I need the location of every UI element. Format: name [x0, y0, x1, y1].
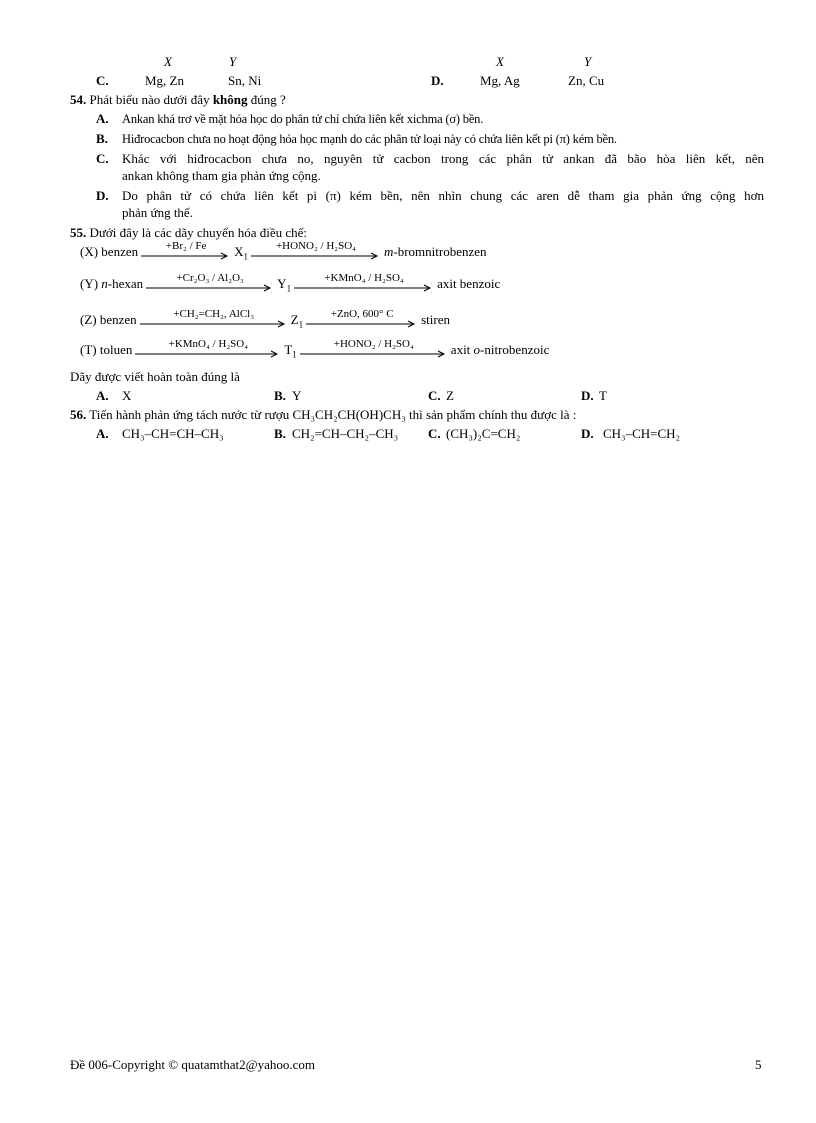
question-54-stem: [70, 92, 286, 108]
reaction-y: [80, 272, 500, 292]
question-55-option-b-text: Y: [292, 388, 302, 403]
question-55-option-d-text: T: [599, 388, 607, 403]
reaction-y-label: (Y) n-hexan: [80, 276, 144, 291]
reaction-t: [80, 338, 549, 358]
question-54-option-c-label: C.: [96, 151, 109, 166]
arrow-right-icon: [251, 252, 381, 260]
reaction-x-arrow-1: [141, 240, 231, 260]
option-c-y-header: Y: [229, 54, 237, 69]
option-d-y-value: Zn, Cu: [568, 73, 605, 88]
option-d-x-header: X: [496, 54, 504, 69]
reaction-y-product: axit benzoic: [437, 276, 501, 291]
question-55-stem: [70, 225, 307, 241]
question-54-option-d-line2: phản ứng thế.: [122, 205, 193, 220]
question-55-option-c-text: Z: [446, 388, 454, 403]
reaction-x-reagent-2: +HONO₂ / H₂SO₄: [275, 240, 357, 252]
question-56-option-d-text: CH₃–CH=CH₂: [603, 426, 681, 441]
arrow-right-icon: [135, 350, 281, 358]
reaction-x-label: (X) benzen: [80, 244, 139, 259]
option-c-label: C.: [96, 73, 109, 88]
question-55-stem-text: Dưới đây là các dãy chuyển hóa điều chế:: [89, 225, 307, 240]
question-56-option-b-text: CH₂=CH–CH₂–CH₃: [292, 426, 399, 441]
reaction-z-arrow-2: [306, 308, 418, 328]
option-c-x-header: X: [164, 54, 172, 69]
reaction-t-label: (T) toluen: [80, 342, 133, 357]
question-54-stem-part2: đúng ?: [247, 92, 286, 107]
option-c-y-value: Sn, Ni: [228, 73, 262, 88]
question-54-option-c-line1: Khác với hiđrocacbon chưa no, nguyên tử cacbon trong các phân tử ankan đã bão hòa liên kết, nên: [122, 151, 764, 166]
reaction-y-reagent-1: +Cr₂O₃ / Al₂O₃: [176, 272, 244, 284]
arrow-right-icon: [146, 284, 274, 292]
question-55-prompt: Dãy được viết hoàn toàn đúng là: [70, 369, 240, 384]
reaction-x-product: m-bromnitrobenzen: [384, 244, 487, 259]
question-54-option-a-text: Ankan khá trơ về mặt hóa học do phân tử chỉ chứa liên kết xichma (σ) bền.: [122, 112, 484, 126]
reaction-z-product: stiren: [421, 312, 451, 327]
question-55-option-a-text: X: [122, 388, 132, 403]
question-55-option-c-label: C.: [428, 388, 441, 403]
question-54-option-d-line1: Do phân tử có chứa liên kết pi (π) kém bền, nên nhìn chung các aren dễ tham gia phản ứng cộng hơn: [122, 188, 764, 203]
question-55-option-a-label: A.: [96, 388, 109, 403]
question-54-stem-bold: không: [212, 92, 248, 107]
reaction-z-reagent-1: +CH₂=CH₂, AlCl₃: [173, 308, 255, 320]
option-d-label: D.: [431, 73, 444, 88]
reaction-x: [80, 240, 487, 260]
reaction-z-label: (Z) benzen: [80, 312, 137, 327]
question-56-option-c-label: C.: [428, 426, 441, 441]
question-55-option-b-label: B.: [274, 388, 286, 403]
question-56-option-c-text: (CH₃)₂C=CH₂: [446, 426, 521, 441]
reaction-x-intermediate: $X_1$: [234, 244, 248, 262]
reaction-x-arrow-2: [251, 240, 381, 260]
question-56-option-a-label: A.: [96, 426, 109, 441]
reaction-t-product: axit o-nitrobenzoic: [450, 342, 550, 357]
option-d-x-value: Mg, Ag: [480, 73, 520, 88]
arrow-right-icon: [294, 284, 434, 292]
question-56-option-a-text: CH₃–CH=CH–CH₃: [122, 426, 224, 441]
arrow-right-icon: [306, 320, 418, 328]
reaction-z-intermediate: $Z_1$: [290, 312, 304, 330]
reaction-z-reagent-2: +ZnO, 600° C: [330, 308, 394, 320]
reaction-x-reagent-1: +Br₂ / Fe: [165, 240, 207, 252]
reaction-z: [80, 308, 450, 328]
question-54-option-b-text: Hiđrocacbon chưa no hoạt động hóa học mạnh do các phân tử loại này có chứa liên kết pi (π) kém bền.: [122, 132, 617, 146]
question-55-option-d-label: D.: [581, 388, 594, 403]
arrow-right-icon: [140, 320, 288, 328]
reaction-t-arrow-1: [135, 338, 281, 358]
reaction-y-arrow-2: [294, 272, 434, 292]
question-56-option-d-label: D.: [581, 426, 594, 441]
option-d-y-header: Y: [584, 54, 592, 69]
arrow-right-icon: [300, 350, 448, 358]
question-54-option-a-label: A.: [96, 111, 109, 126]
question-56-number: 56.: [70, 407, 87, 422]
reaction-t-arrow-2: [300, 338, 448, 358]
reaction-y-arrow-1: [146, 272, 274, 292]
question-54-option-c-line2: ankan không tham gia phản ứng cộng.: [122, 168, 321, 183]
question-55-number: 55.: [70, 225, 87, 240]
reaction-y-reagent-2: +KMnO₄ / H₂SO₄: [324, 272, 404, 284]
reaction-t-reagent-2: +HONO₂ / H₂SO₄: [333, 338, 414, 350]
question-54-option-b-label: B.: [96, 131, 108, 146]
footer-copyright: Đề 006-Copyright © quatamthat2@yahoo.com: [70, 1057, 315, 1072]
question-54-stem-part1: Phát biểu nào dưới đây: [89, 92, 213, 107]
reaction-t-reagent-1: +KMnO₄ / H₂SO₄: [168, 338, 249, 350]
footer-page-number: 5: [755, 1057, 762, 1072]
reaction-y-intermediate: $Y_1$: [277, 276, 292, 294]
question-56-stem: [70, 407, 576, 423]
reaction-z-arrow-1: [140, 308, 288, 328]
question-56-option-b-label: B.: [274, 426, 286, 441]
option-c-x-value: Mg, Zn: [145, 73, 184, 88]
question-54-number: 54.: [70, 92, 87, 107]
arrow-right-icon: [141, 252, 231, 260]
reaction-t-intermediate: $T_1$: [284, 342, 297, 360]
question-56-stem-text: Tiến hành phản ứng tách nước từ rượu CH₃CH₂CH(OH)CH₃ thì sản phẩm chính thu được là :: [89, 407, 577, 422]
question-54-option-d-label: D.: [96, 188, 109, 203]
